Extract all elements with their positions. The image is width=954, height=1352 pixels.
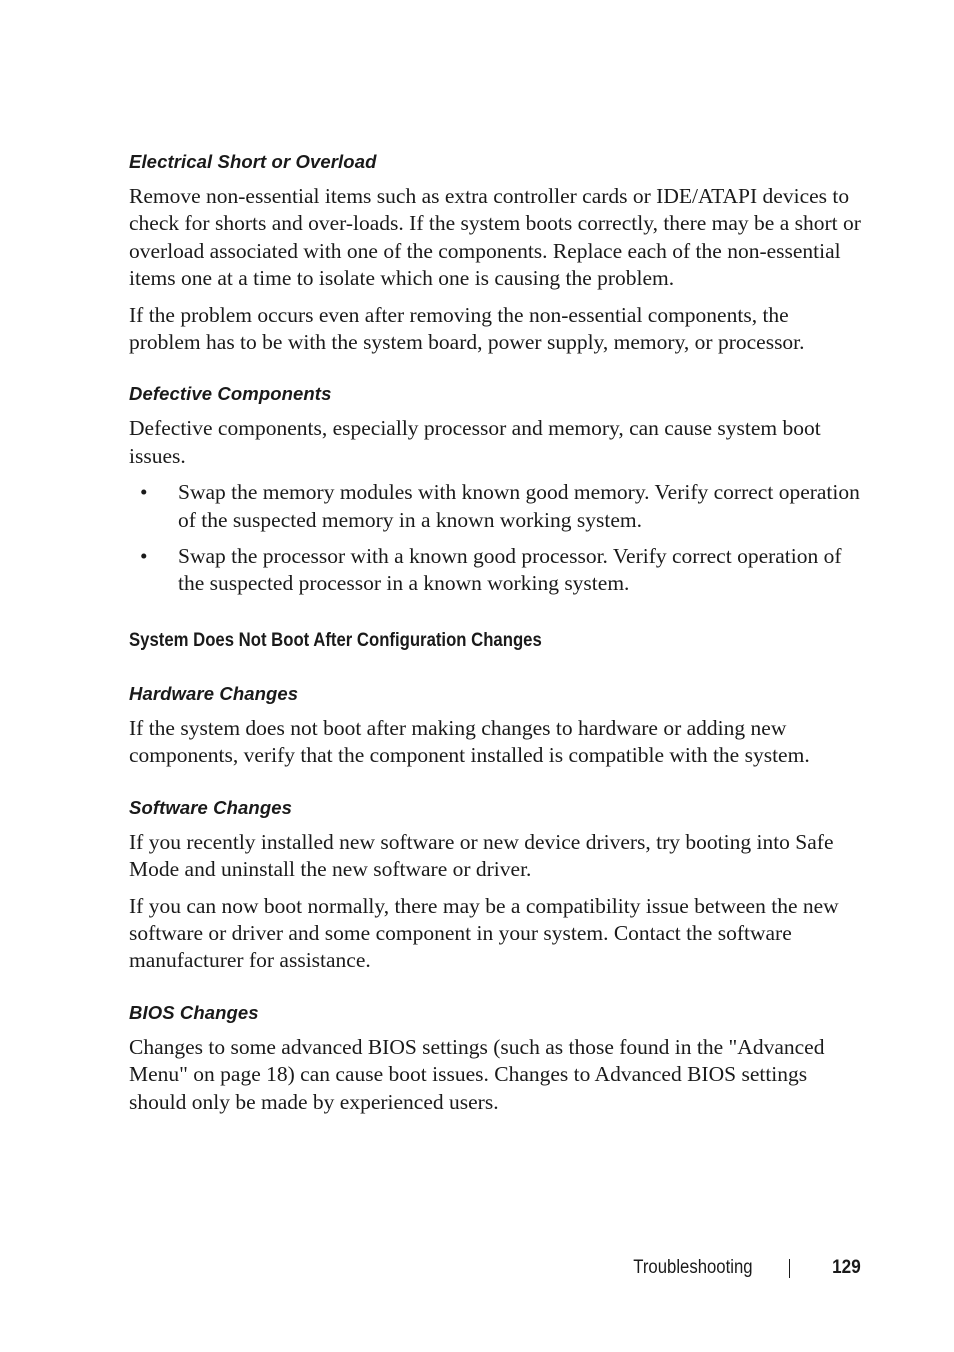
page-number: 129 [832, 1257, 861, 1278]
paragraph-electrical-2: If the problem occurs even after removing the non-essential components, the problem has to be with the system board, power supply, memory, or processor. [129, 302, 805, 355]
heading-electrical-short: Electrical Short or Overload [129, 151, 377, 172]
list-item-text: Swap the memory modules with known good memory. Verify correct operation of the suspected memory in a known working system. [178, 480, 860, 532]
heading-config-changes: System Does Not Boot After Configuration Changes [129, 629, 542, 651]
bullet-icon: • [140, 480, 148, 505]
paragraph-bios-1: Changes to some advanced BIOS settings (such as those found in the "Advanced Menu" on page 18) can cause boot issues. Changes to Advanced BIOS settings should only be made by experienced users. [129, 1034, 825, 1114]
page-content [129, 150, 864, 1125]
paragraph-electrical-1: Remove non-essential items such as extra controller cards or IDE/ATAPI devices to check for shorts and over-loads. If the system boots correctly, there may be a short or overload associated with one of the components. Replace each of the non-essential items one at a time to isolate which one is causing the problem. [129, 184, 861, 291]
paragraph-hardware-1: If the system does not boot after making changes to hardware or adding new components, verify that the component installed is compatible with the system. [129, 715, 810, 768]
bullet-icon: • [140, 544, 148, 569]
paragraph-defective-1: Defective components, especially processor and memory, can cause system boot issues. [129, 416, 821, 468]
footer-divider [789, 1259, 790, 1278]
heading-software-changes: Software Changes [129, 796, 292, 818]
paragraph-software-2: If you can now boot normally, there may be a compatibility issue between the new software or driver and some component in your system. Contact the software manufacturer for assistance. [129, 893, 839, 973]
page-footer [0, 1255, 861, 1281]
list-item [129, 543, 864, 598]
paragraph-software-1: If you recently installed new software or new device drivers, try booting into Safe Mode and uninstall the new software or driver. [129, 829, 834, 882]
list-item [129, 479, 864, 534]
heading-defective-components: Defective Components [129, 383, 332, 405]
footer-section-name: Troubleshooting [633, 1257, 753, 1278]
heading-bios-changes: BIOS Changes [129, 1001, 259, 1023]
heading-hardware-changes: Hardware Changes [129, 682, 299, 704]
defective-bullet-list [129, 479, 864, 598]
list-item-text: Swap the processor with a known good processor. Verify correct operation of the suspected processor in a known working system. [178, 544, 842, 596]
